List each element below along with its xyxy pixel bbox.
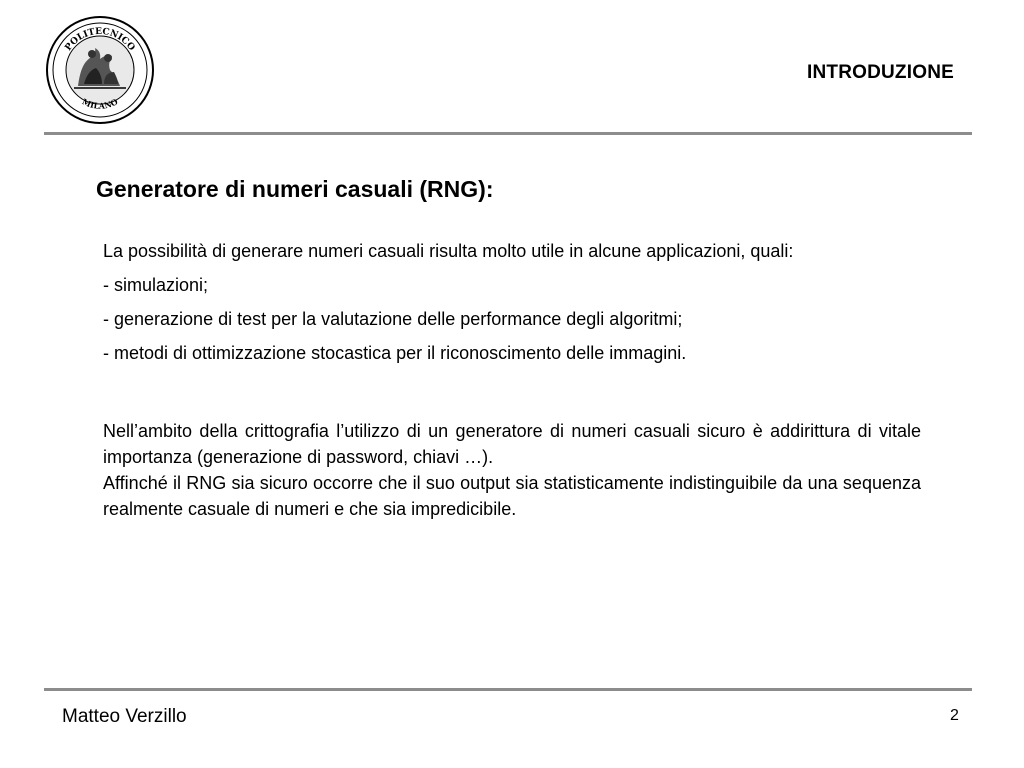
slide-title: Generatore di numeri casuali (RNG):	[96, 176, 494, 202]
slide-content	[103, 238, 921, 522]
rng-security-paragraph: Affinché il RNG sia sicuro occorre che il suo output sia statisticamente indistinguibile da una sequenza realmente casuale di numeri e che sia impredicibile.	[103, 473, 921, 519]
header-divider	[44, 132, 972, 135]
footer-divider	[44, 688, 972, 691]
section-title: INTRODUZIONE	[806, 62, 954, 83]
seal-text-top: POLITECNICO	[63, 26, 137, 53]
bullet-item-3: - metodi di ottimizzazione stocastica per il riconoscimento delle immagini.	[103, 343, 687, 363]
bullet-item-2: - generazione di test per la valutazione delle performance degli algoritmi;	[103, 309, 683, 329]
intro-paragraph: La possibilità di generare numeri casuali risulta molto utile in alcune applicazioni, quali:	[103, 241, 794, 261]
bullet-item-1: - simulazioni;	[103, 275, 209, 295]
crypto-paragraph: Nell’ambito della crittografia l’utilizzo di un generatore di numeri casuali sicuro è addirittura di vitale importanza (generazione di password, chiavi …).	[103, 421, 921, 467]
page-number: 2	[950, 707, 959, 724]
seal-icon	[44, 14, 156, 126]
politecnico-logo	[44, 14, 156, 126]
seal-text-bottom: MILANO	[80, 96, 120, 111]
footer-author: Matteo Verzillo	[62, 706, 187, 727]
